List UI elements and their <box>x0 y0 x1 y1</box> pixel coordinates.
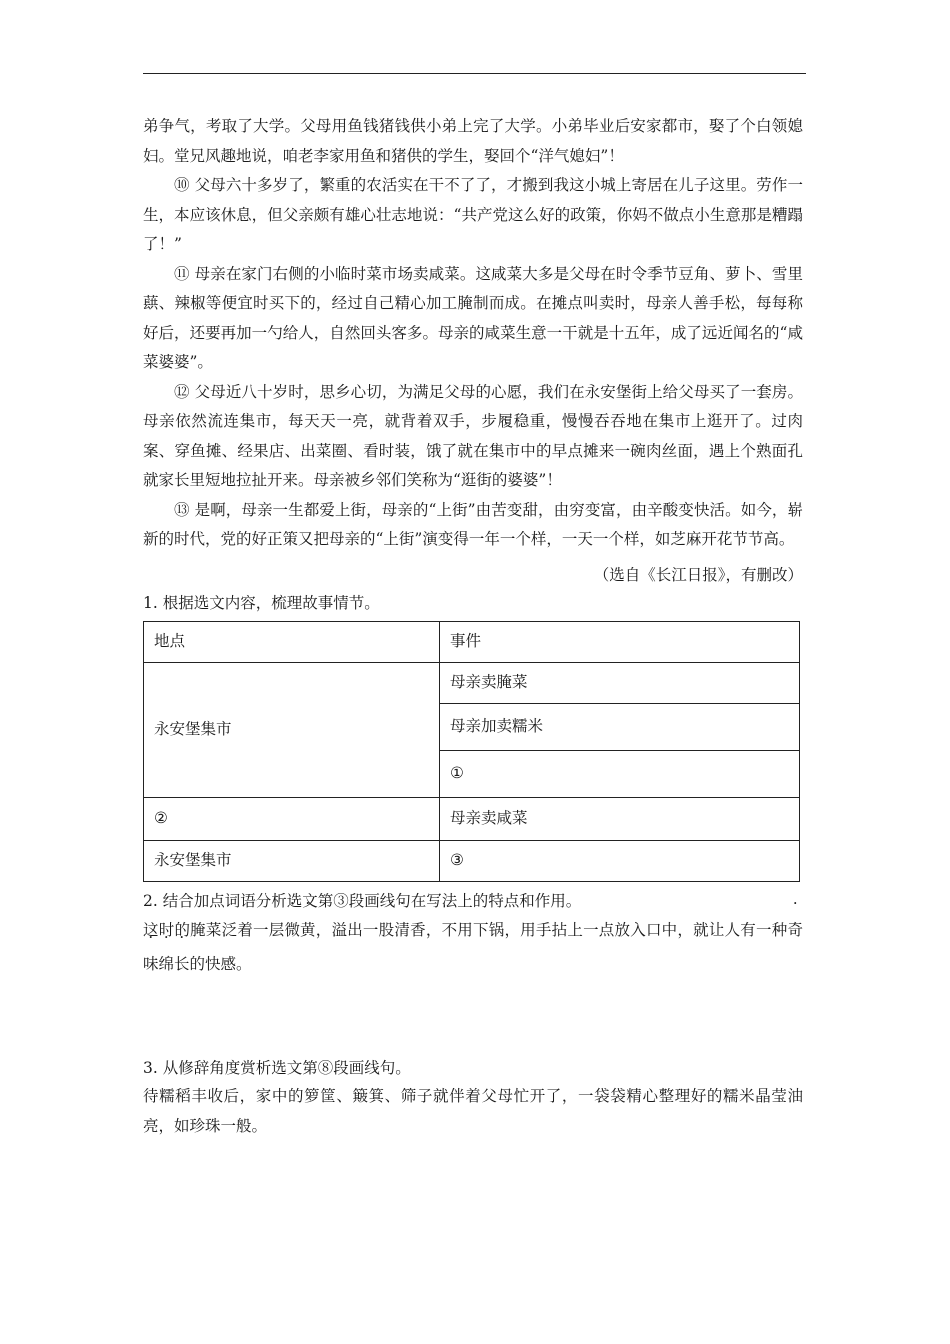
dotted-char: 清 <box>394 921 410 939</box>
quote-text: ，溢出一股 <box>315 921 395 939</box>
quote-text: 香，不用下锅，用手拈上一点放入口中，就让人有一种 <box>409 921 788 939</box>
dotted-char: 奇 <box>787 921 803 939</box>
blank-cell-2: ② <box>144 798 440 841</box>
place-cell-a: 永安堡集市 <box>144 663 440 798</box>
question-1-prompt: 1. 根据选文内容，梳理故事情节。 <box>143 594 380 612</box>
quote-text: 这时的腌菜泛着一层 <box>143 921 285 939</box>
header-rule <box>143 73 806 74</box>
header-place: 地点 <box>144 622 440 663</box>
document-body <box>143 112 803 1141</box>
event-cell: 母亲卖腌菜 <box>440 663 800 704</box>
blank-cell-1: ① <box>440 751 800 798</box>
paragraph-continued: 弟争气，考取了大学。父母用鱼钱猪钱供小弟上完了大学。小弟毕业后安家都市，娶了个白领媳妇。堂兄风趣地说，咱老李家用鱼和猪供的学生，娶回个“洋气媳妇”！ <box>143 117 803 165</box>
paragraph-13: ⑬ 是啊，母亲一生都爱上街，母亲的“上街”由苦变甜，由穷变富，由辛酸变快活。如今，崭新的时代，党的好正策又把母亲的“上街”演变得一年一个样，一天一个样，如芝麻开花节节高。 <box>143 500 803 548</box>
question-3-prompt: 3. 从修辞角度赏析选文第⑧段画线句。 <box>143 1059 411 1077</box>
question-2-quote <box>143 913 803 981</box>
question-3-quote: 待糯稻丰收后，家中的箩筐、簸箕、筛子就伴着父母忙开了，一袋袋精心整理好的糯米晶莹油亮，如珍珠一般。 <box>143 1087 803 1135</box>
dotted-char: 长 <box>174 955 190 973</box>
dotted-char: 味 <box>143 955 159 973</box>
answer-space <box>143 981 803 1055</box>
paragraph-10: ⑩ 父母六十多岁了，繁重的农活实在干不了了，才搬到我这小城上寄居在儿子这里。劳作一生，本应该休息，但父亲颇有雄心壮志地说：“共产党这么好的政策，你妈不做点小生意那是糟蹋了！” <box>143 176 803 253</box>
event-cell: 母亲加卖糯米 <box>440 704 800 751</box>
place-cell-c: 永安堡集市 <box>144 841 440 882</box>
paragraph-11: ⑪ 母亲在家门右侧的小临时菜市场卖咸菜。这咸菜大多是父母在时令季节豆角、萝卜、雪里蕻、辣椒等便宜时买下的，经过自己精心加工腌制而成。在摊点叫卖时，母亲人善手松，每每称好后，还要再加一勺给人，自然回头客多。母亲的咸菜生意一干就是十五年，成了远近闻名的“咸菜婆婆”。 <box>143 264 803 371</box>
plot-table <box>143 621 800 882</box>
event-cell: 母亲卖咸菜 <box>440 798 800 841</box>
paragraph-12: ⑫ 父母近八十岁时，思乡心切，为满足父母的心愿，我们在永安堡街上给父母买了一套房。母亲依然流连集市，每天天一亮，就背着双手，步履稳重，慢慢吞吞地在集市上逛开了。过肉案、穿鱼摊、经果店、出菜圈、看时装，饿了就在集市中的早点摊来一碗肉丝面，遇上个熟面孔就家长里短地拉扯开来。母亲被乡邻们笑称为“逛街的婆婆”！ <box>143 382 803 489</box>
blank-cell-3: ③ <box>440 841 800 882</box>
dotted-char: 绵 <box>158 955 175 973</box>
dotted-char: 黄 <box>300 921 316 939</box>
header-event: 事件 <box>440 622 800 663</box>
question-2-prompt: 2. 结合加点词语分析选文第③段画线句在写法上的特点和作用。 <box>143 892 582 910</box>
source-citation: （选自《长江日报》，有删改） <box>593 565 803 584</box>
dotted-char: 微 <box>284 921 301 939</box>
quote-text: 的快感。 <box>189 955 252 973</box>
